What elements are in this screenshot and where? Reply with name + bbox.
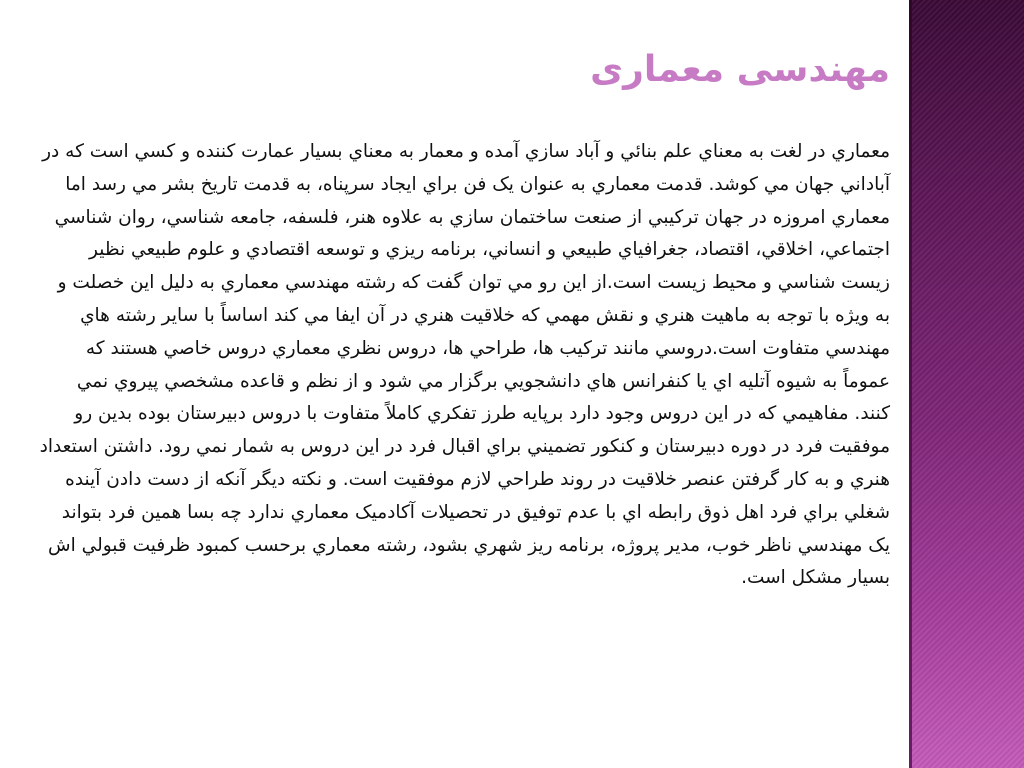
slide-body-text: معماري در لغت به معناي علم بنائي و آباد سازي آمده و معمار به معناي بسيار عمارت كننده و كسي است كه در آباداني جهان مي كوشد. قدمت معماري به عنوان يک فن براي ايجاد سرپناه، به قدمت تاريخ بشر مي رسد اما معماري امروزه در جهان تركيبي از صنعت ساختمان سازي به علاوه هنر، فلسفه، جامعه شناسي، روان شناسي اجتماعي، اخلاقي، اقتصاد، جغرافياي طبيعي و انساني، برنامه ريزي و توسعه اقتصادي و علوم طبيعي نظير زيست شناسي و محيط زيست است.از اين رو مي توان گفت كه رشته مهندسي معماري به دليل اين خصلت و به ويژه با توجه به ماهيت هنري و نقش مهمي كه خلاقيت هنري در آن ايفا مي كند اساساً با ساير رشته هاي مهندسي متفاوت است.دروسي مانند تركيب ها، طراحي ها، دروس نظري معماري دروس خاصي هستند كه عموماً به شيوه آتليه اي يا كنفرانس هاي دانشجويي برگزار مي شود و از نظم و قاعده مشخصي پيروي نمي كنند. مفاهيمي كه در اين دروس وجود دارد برپايه طرز تفكري كاملاً متفاوت با دروس دبيرستان بوده بدين رو موفقيت فرد در دوره دبيرستان و كنكور تضميني براي اقبال فرد در اين دروس به شمار نمي رود. داشتن استعداد هنري و به كار گرفتن عنصر خلاقيت در روند طراحي لازم موفقيت است. و نكته ديگر آنكه از دست دادن آينده شغلي براي فرد اهل ذوق رابطه اي با عدم توفيق در تحصيلات آكادميک معماري ندارد چه بسا همين فرد بتواند يک مهندسي ناظر خوب، مدير پروژه، برنامه ريز شهري بشود، رشته معماري برحسب كمبود ظرفيت قبولي اش بسيار مشكل است. [39, 141, 890, 589]
decorative-sidebar [912, 0, 1024, 768]
slide-title: مهندسی معماری [590, 49, 890, 90]
